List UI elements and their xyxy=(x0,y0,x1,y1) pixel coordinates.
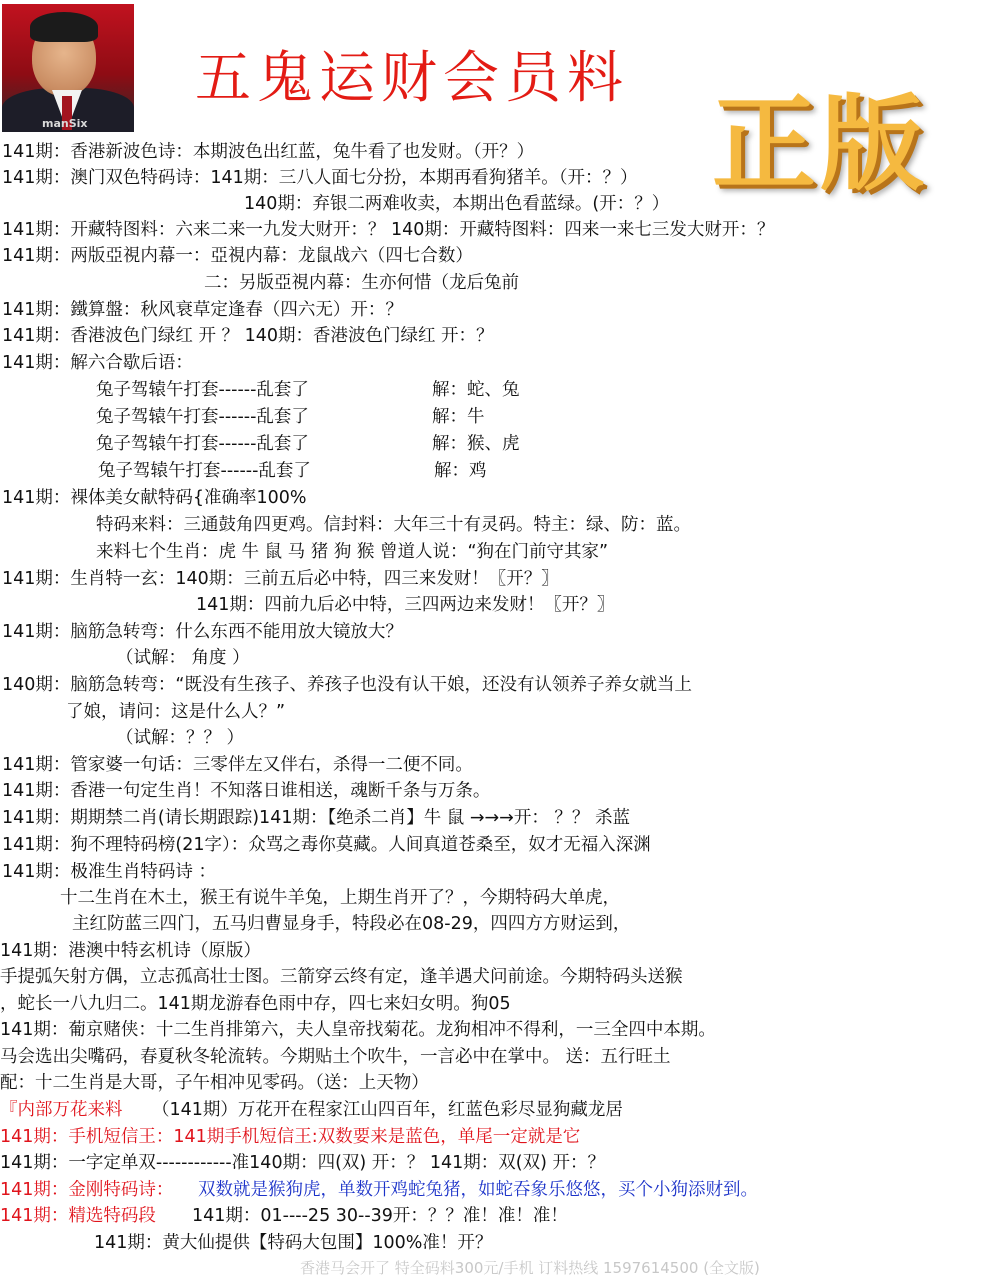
text-line: 141期：黄大仙提供【特码大包围】100%准！开？ xyxy=(94,1233,493,1253)
text-line: 141期：澳门双色特码诗：141期：三八人面七分扮，本期再看狗猪羊。（开：？） xyxy=(2,168,638,188)
text-line: 141期：一字定单双------------准140期：四(双) 开：？ 141期：双(双) 开：？ xyxy=(0,1153,605,1173)
text-line: 141期：香港新波色诗：本期波色出红蓝，兔牛看了也发财。（开？） xyxy=(2,142,535,162)
text-line: 141期：狗不理特码榜(21字）：众骂之毒你莫藏。人间真道苍桑至，奴才无福入深渊 xyxy=(2,835,651,855)
text-line: 141期：极准生肖特码诗 ： xyxy=(2,862,216,882)
text-line-red: 141期：手机短信王：141期手机短信王:双数要来是蓝色，单尾一定就是它 xyxy=(0,1127,581,1147)
text-line: （试解： 角度 ） xyxy=(116,648,250,668)
text-line: 兔子驾辕午打套------乱套了 xyxy=(96,434,309,454)
text-line: 141期：香港一句定生肖！不知落日谁相送，魂断千条与万条。 xyxy=(2,781,491,801)
page-title: 五鬼运财会员料 xyxy=(195,46,629,111)
text-line: 141期：期期禁二肖(请长期跟踪)141期：【绝杀二肖】牛 鼠 →→→开： ？？ 杀蓝 xyxy=(2,808,630,828)
text-line: 140期：脑筋急转弯：“既没有生孩子、养孩子也没有认干娘，还没有认领养子养女就当上 xyxy=(2,675,692,695)
text-line: （141期）万花开在程家江山四百年，红蓝色彩尽显狗藏龙居 xyxy=(152,1100,623,1120)
text-line: 兔子驾辕午打套------乱套了 xyxy=(98,461,311,481)
genuine-stamp: 正版 xyxy=(712,83,929,205)
text-line: （试解：？？ ） xyxy=(116,728,245,748)
text-line: 来料七个生肖：虎 牛 鼠 马 猪 狗 猴 曾道人说：“狗在门前守其家” xyxy=(96,542,609,562)
text-line: 主红防蓝三四门，五马归曹显身手，特段必在08-29，四四方方财运到， xyxy=(72,914,631,934)
text-line: 二：另版亞視内幕：生亦何惜（龙后兔前 xyxy=(204,273,519,293)
text-line: 141期：港澳中特玄机诗（原版） xyxy=(0,941,261,961)
text-line: 141期：两版亞視内幕一：亞視内幕：龙鼠战六（四七合数） xyxy=(2,246,473,266)
text-line-blue: 双数就是猴狗虎，单数开鸡蛇兔猪，如蛇吞象乐悠悠，买个小狗添财到。 xyxy=(198,1180,758,1200)
text-line: 解：牛 xyxy=(432,407,485,427)
text-line: 手提弧矢射方偶，立志孤高壮士图。三箭穿云终有定，逢羊遇犬问前途。今期特码头送猴 xyxy=(0,967,683,987)
text-line: 141期：裸体美女献特码{准确率100% xyxy=(2,488,307,508)
portrait-hair xyxy=(30,12,98,42)
text-line: 141期：解六合歇后语： xyxy=(2,353,193,373)
text-line: 141期：香港波色门绿红 开 ？ 140期：香港波色门绿红 开：？ xyxy=(2,326,494,346)
text-line-red: 『内部万花来料 xyxy=(0,1100,123,1120)
text-line: 配：十二生肖是大哥，子午相冲见零码。（送：上天物） xyxy=(0,1073,429,1093)
text-line: 141期：开藏特图料：六来二来一九发大财开：？ 140期：开藏特图料：四来一来七三发大财开：？ xyxy=(2,220,775,240)
text-line: 马会选出尖嘴码，春夏秋冬轮流转。今期贴土个吹牛，一言必中在掌中。 送：五行旺土 xyxy=(0,1047,671,1067)
photo-watermark: manSix xyxy=(42,117,88,130)
text-line: 兔子驾辕午打套------乱套了 xyxy=(96,407,309,427)
text-line: 解：鸡 xyxy=(434,461,487,481)
text-line: 141期：生肖特一玄：140期：三前五后必中特，四三来发财！〖开？〗 xyxy=(2,569,559,589)
text-line: ，蛇长一八九归二。141期龙游春色雨中存，四七来妇女明。狗05 xyxy=(0,994,511,1014)
text-line: 141期：鐵算盤：秋风衰草定逢春（四六无）开：？ xyxy=(2,300,403,320)
text-line: 解：蛇、兔 xyxy=(432,380,520,400)
text-line: 解：猴、虎 xyxy=(432,434,520,454)
text-line-red: 141期：精选特码段 xyxy=(0,1206,156,1226)
text-line: 141期：管家婆一句话：三零伴左又伴右，杀得一二便不同。 xyxy=(2,755,473,775)
text-line: 141期：四前九后必中特，三四两边来发财！〖开？〗 xyxy=(196,595,615,615)
text-line: 141期：脑筋急转弯：什么东西不能用放大镜放大？ xyxy=(2,622,403,642)
text-line-red: 141期：金刚特码诗： xyxy=(0,1180,174,1200)
text-line: 了娘，请问：这是什么人？” xyxy=(66,702,286,722)
text-line: 兔子驾辕午打套------乱套了 xyxy=(96,380,309,400)
text-line: 特码来料：三通鼓角四更鸡。信封料：大年三十有灵码。特主：绿、防：蓝。 xyxy=(96,515,691,535)
text-line: 140期：弃银二两难收卖，本期出色看蓝绿。(开：？） xyxy=(244,194,670,214)
text-line: 141期：01----25 30--39开：？？准！准！准！ xyxy=(192,1206,568,1226)
portrait-photo xyxy=(2,4,134,132)
text-line: 141期：葡京赌侠：十二生肖排第六，夫人皇帝找菊花。龙狗相冲不得利，一三全四中本期。 xyxy=(0,1020,716,1040)
cut-off-footer-line: 香港马会开了 特全码料300元/手机 订料热线 1597614500 (全文版) xyxy=(300,1259,760,1277)
text-line: 十二生肖在木土，猴王有说牛羊兔，上期生肖开了？，今期特码大单虎， xyxy=(60,888,620,908)
